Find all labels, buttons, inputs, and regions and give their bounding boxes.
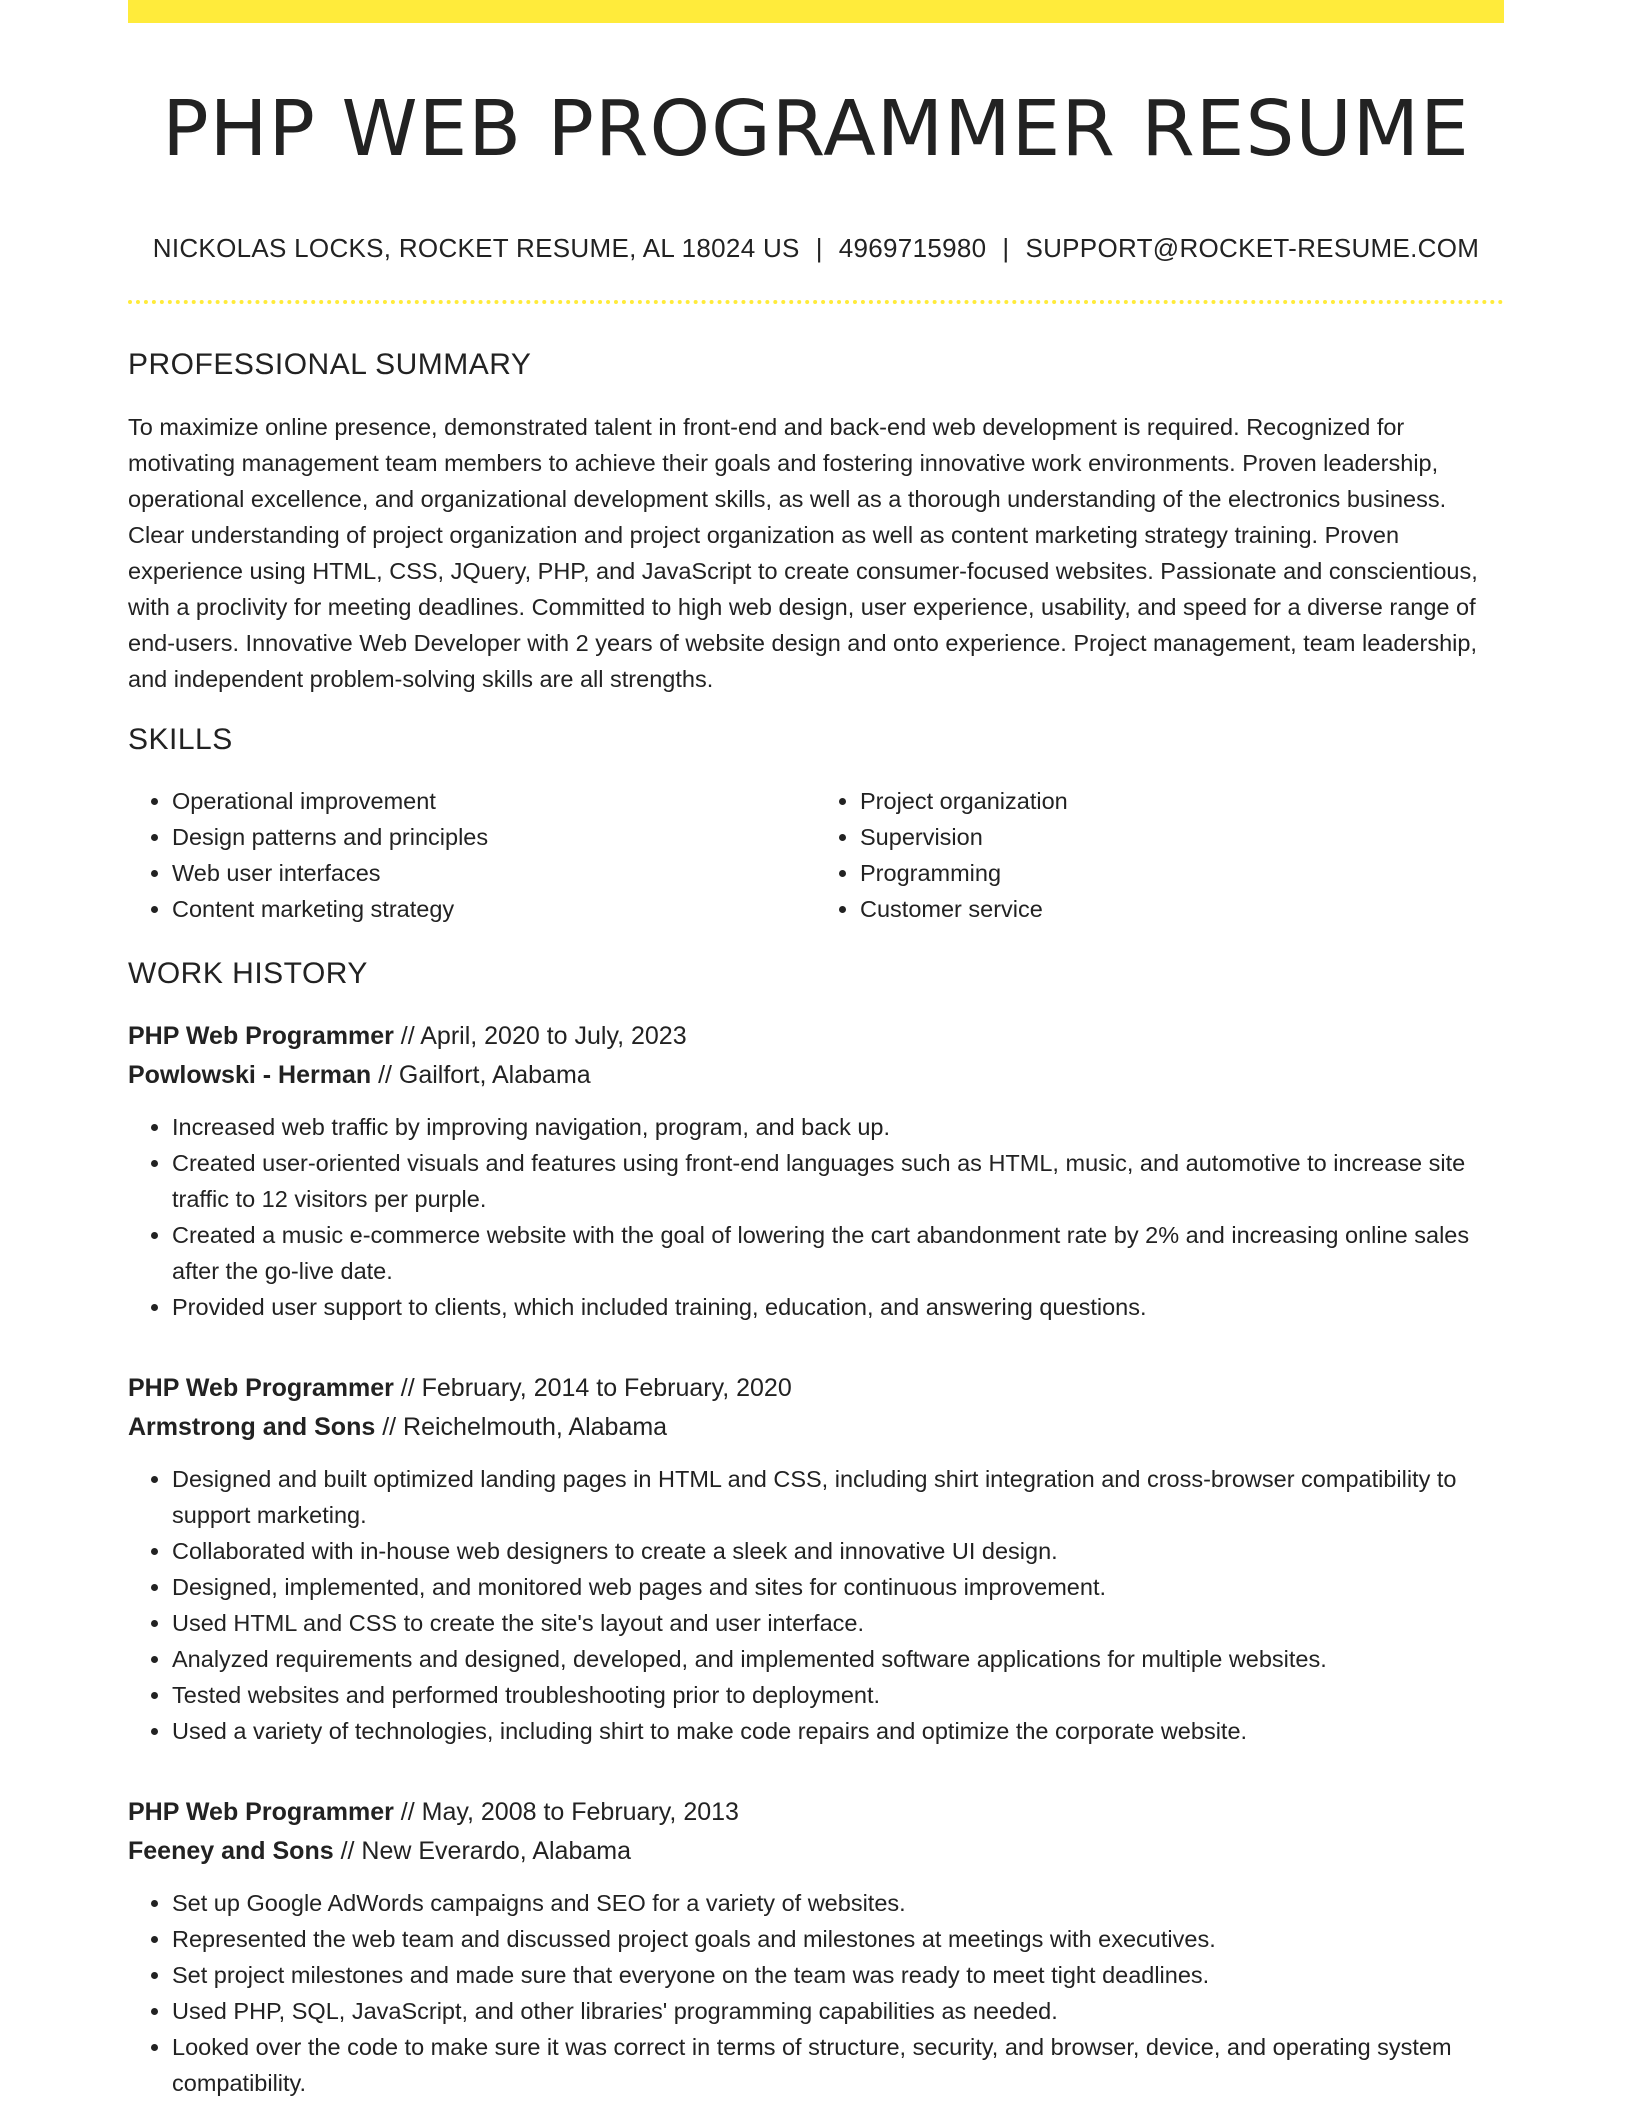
skill-item: • Web user interfaces [172,855,816,891]
skills-heading: SKILLS [128,722,233,756]
job-title-line [128,1793,1504,1832]
job-dates: // April, 2020 to July, 2023 [393,1021,687,1050]
contact-phone: 4969715980 [838,232,987,263]
skill-item: • Content marketing strategy [172,891,816,927]
job-bullet: • Created user-oriented visuals and features using front-end languages such as HTML, music, and automotive to increase site traffic to 12 visitors per purple. [172,1145,1504,1217]
skills-list [128,783,1504,927]
contact-line [128,233,1504,264]
job-entry [128,1793,1504,2101]
contact-address: NICKOLAS LOCKS, ROCKET RESUME, AL 18024 US [152,232,800,263]
summary-text: To maximize online presence, demonstrated talent in front-end and back-end web development is required. Recognized for motivating management team members to achieve their goals and fostering innovative work environments. Proven leadership, operational excellence, and organizational development skills, as well as a thorough understanding of the electronics business. Clear understanding of project organization and project organization as well as content marketing strategy training. Proven experience using HTML, CSS, JQuery, PHP, and JavaScript to create consumer-focused websites. Passionate and conscientious, with a proclivity for meeting deadlines. Committed to high web design, user experience, usability, and speed for a diverse range of end-users. Innovative Web Developer with 2 years of website design and onto experience. Project management, team leadership, and independent problem-solving skills are all strengths. [128,413,1478,692]
resume-page [128,0,1504,2101]
job-company-line [128,1408,1504,1447]
skill-item: • Supervision [860,819,1504,855]
job-bullet: • Analyzed requirements and designed, developed, and implemented software applications for multiple websites. [172,1641,1504,1677]
job-location: // Reichelmouth, Alabama [375,1412,668,1441]
page-title: PHP WEB PROGRAMMER RESUME [162,85,1470,174]
job-bullet: • Designed, implemented, and monitored web pages and sites for continuous improvement. [172,1569,1504,1605]
skill-item: • Customer service [860,891,1504,927]
job-bullet: • Increased web traffic by improving navigation, program, and back up. [172,1109,1504,1145]
job-dates: // May, 2008 to February, 2013 [393,1797,739,1826]
job-entry [128,1017,1504,1325]
skill-item: • Project organization [860,783,1504,819]
job-company-line [128,1832,1504,1871]
skills-column-right [816,783,1504,927]
job-entry [128,1369,1504,1749]
job-bullet: • Tested websites and performed troubleshooting prior to deployment. [172,1677,1504,1713]
job-title-line [128,1369,1504,1408]
contact-separator: | [815,232,823,263]
skill-item: • Design patterns and principles [172,819,816,855]
contact-email: SUPPORT@ROCKET-RESUME.COM [1025,232,1480,263]
job-title-line [128,1017,1504,1056]
skills-column-left [128,783,816,927]
job-company: Powlowski - Herman [128,1060,372,1089]
contact-separator: | [1002,232,1010,263]
job-bullets [128,1461,1504,1749]
summary-heading: PROFESSIONAL SUMMARY [128,347,532,381]
job-dates: // February, 2014 to February, 2020 [393,1373,792,1402]
job-title: PHP Web Programmer [128,1797,394,1826]
job-title: PHP Web Programmer [128,1373,394,1402]
job-title: PHP Web Programmer [128,1021,394,1050]
accent-bar [128,0,1504,23]
job-company: Armstrong and Sons [128,1412,376,1441]
job-location: // New Everardo, Alabama [333,1836,631,1865]
job-bullets [128,1109,1504,1325]
job-bullets [128,1885,1504,2101]
job-location: // Gailfort, Alabama [371,1060,591,1089]
job-bullet: • Represented the web team and discussed project goals and milestones at meetings with executives. [172,1921,1504,1957]
skill-item: • Programming [860,855,1504,891]
job-bullet: • Set project milestones and made sure that everyone on the team was ready to meet tight deadlines. [172,1957,1504,1993]
job-bullet: • Collaborated with in-house web designers to create a sleek and innovative UI design. [172,1533,1504,1569]
job-bullet: • Looked over the code to make sure it was correct in terms of structure, security, and browser, device, and operating system compatibility. [172,2029,1504,2101]
job-company-line [128,1056,1504,1095]
skill-item: • Operational improvement [172,783,816,819]
dotted-divider [128,300,1504,304]
job-bullet: • Used a variety of technologies, including shirt to make code repairs and optimize the corporate website. [172,1713,1504,1749]
job-bullet: • Provided user support to clients, which included training, education, and answering questions. [172,1289,1504,1325]
job-bullet: • Set up Google AdWords campaigns and SEO for a variety of websites. [172,1885,1504,1921]
job-bullet: • Used HTML and CSS to create the site's layout and user interface. [172,1605,1504,1641]
job-bullet: • Designed and built optimized landing pages in HTML and CSS, including shirt integration and cross-browser compatibility to support marketing. [172,1461,1504,1533]
job-bullet: • Used PHP, SQL, JavaScript, and other libraries' programming capabilities as needed. [172,1993,1504,2029]
job-company: Feeney and Sons [128,1836,334,1865]
job-bullet: • Created a music e-commerce website with the goal of lowering the cart abandonment rate by 2% and increasing online sales after the go-live date. [172,1217,1504,1289]
work-history-heading: WORK HISTORY [128,956,368,990]
